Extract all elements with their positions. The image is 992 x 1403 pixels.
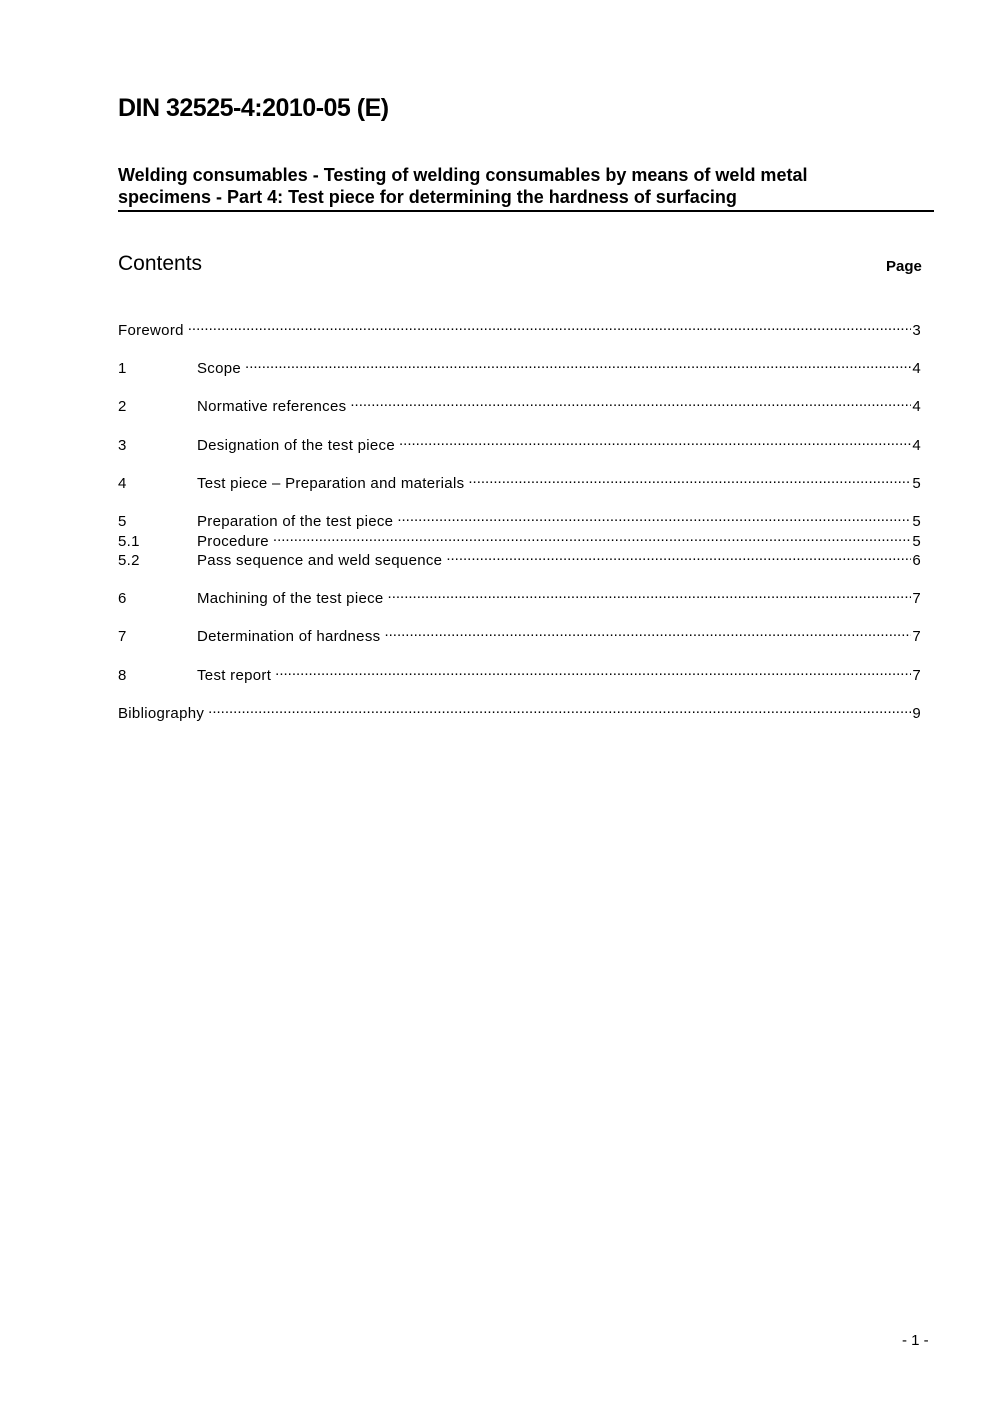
toc-entry-number: 8	[118, 667, 127, 684]
toc-entry-page: 4	[912, 398, 921, 415]
toc-entry-title: Determination of hardness	[197, 628, 381, 645]
toc-leader-dots	[384, 622, 911, 641]
toc-entry-number: 7	[118, 628, 127, 645]
toc-entry-page: 9	[912, 705, 921, 722]
toc-entry-1[interactable]	[118, 354, 921, 377]
page-column-label: Page	[886, 258, 922, 275]
document-title	[118, 164, 934, 212]
toc-entry-title: Normative references	[197, 398, 347, 415]
toc-entry-number: 6	[118, 590, 127, 607]
toc-entry-number: 3	[118, 437, 127, 454]
page-number: - 1 -	[902, 1332, 929, 1349]
toc-entry-title: Preparation of the test piece	[197, 513, 394, 530]
toc-entry-number: 1	[118, 360, 127, 377]
toc-entry-page: 7	[912, 667, 921, 684]
toc-leader-dots	[245, 354, 911, 373]
toc-entry-6[interactable]	[118, 584, 921, 607]
toc-entry-page: 3	[912, 322, 921, 339]
toc-leader-dots	[397, 507, 911, 526]
toc-entry-number: 5.1	[118, 533, 140, 550]
toc-entry-7[interactable]	[118, 622, 921, 645]
toc-entry-foreword[interactable]	[118, 316, 921, 339]
toc-leader-dots	[208, 699, 911, 718]
toc-entry-title: Pass sequence and weld sequence	[197, 552, 443, 569]
toc-entry-bibliography[interactable]	[118, 699, 921, 722]
toc-leader-dots	[399, 431, 911, 450]
toc-entry-title: Designation of the test piece	[197, 437, 395, 454]
toc-leader-dots	[468, 469, 911, 488]
toc-leader-dots	[275, 661, 911, 680]
document-title-line-2: specimens - Part 4: Test piece for determining the hardness of surfacing	[118, 187, 737, 207]
toc-entry-page: 6	[912, 552, 921, 569]
toc-entry-page: 5	[912, 475, 921, 492]
toc-entry-5-1[interactable]	[118, 527, 921, 550]
toc-entry-2[interactable]	[118, 392, 921, 415]
toc-entry-title: Foreword	[118, 322, 184, 339]
toc-entry-page: 7	[912, 590, 921, 607]
toc-entry-title: Test piece – Preparation and materials	[197, 475, 465, 492]
toc-entry-5-2[interactable]	[118, 546, 921, 569]
document-title-line-1: Welding consumables - Testing of welding consumables by means of weld metal	[118, 165, 808, 185]
toc-entry-page: 7	[912, 628, 921, 645]
toc-entry-number: 2	[118, 398, 127, 415]
toc-entry-number: 5.2	[118, 552, 140, 569]
toc-entry-title: Scope	[197, 360, 242, 377]
toc-entry-number: 4	[118, 475, 127, 492]
contents-heading: Contents	[118, 252, 203, 275]
toc-leader-dots	[446, 546, 911, 565]
toc-entry-4[interactable]	[118, 469, 921, 492]
toc-entry-title: Machining of the test piece	[197, 590, 384, 607]
toc-entry-8[interactable]	[118, 661, 921, 684]
document-id: DIN 32525-4:2010-05 (E)	[118, 94, 389, 122]
toc-leader-dots	[388, 584, 912, 603]
toc-entry-number: 5	[118, 513, 127, 530]
toc-leader-dots	[350, 392, 911, 411]
toc-entry-title: Procedure	[197, 533, 269, 550]
toc-entry-page: 5	[912, 533, 921, 550]
toc-entry-3[interactable]	[118, 431, 921, 454]
toc-leader-dots	[273, 527, 911, 546]
toc-entry-title: Bibliography	[118, 705, 205, 722]
toc-leader-dots	[188, 316, 912, 335]
toc-entry-page: 4	[912, 360, 921, 377]
toc-entry-title: Test report	[197, 667, 272, 684]
toc-entry-page: 5	[912, 513, 921, 530]
toc-entry-page: 4	[912, 437, 921, 454]
toc-entry-5[interactable]	[118, 507, 921, 530]
